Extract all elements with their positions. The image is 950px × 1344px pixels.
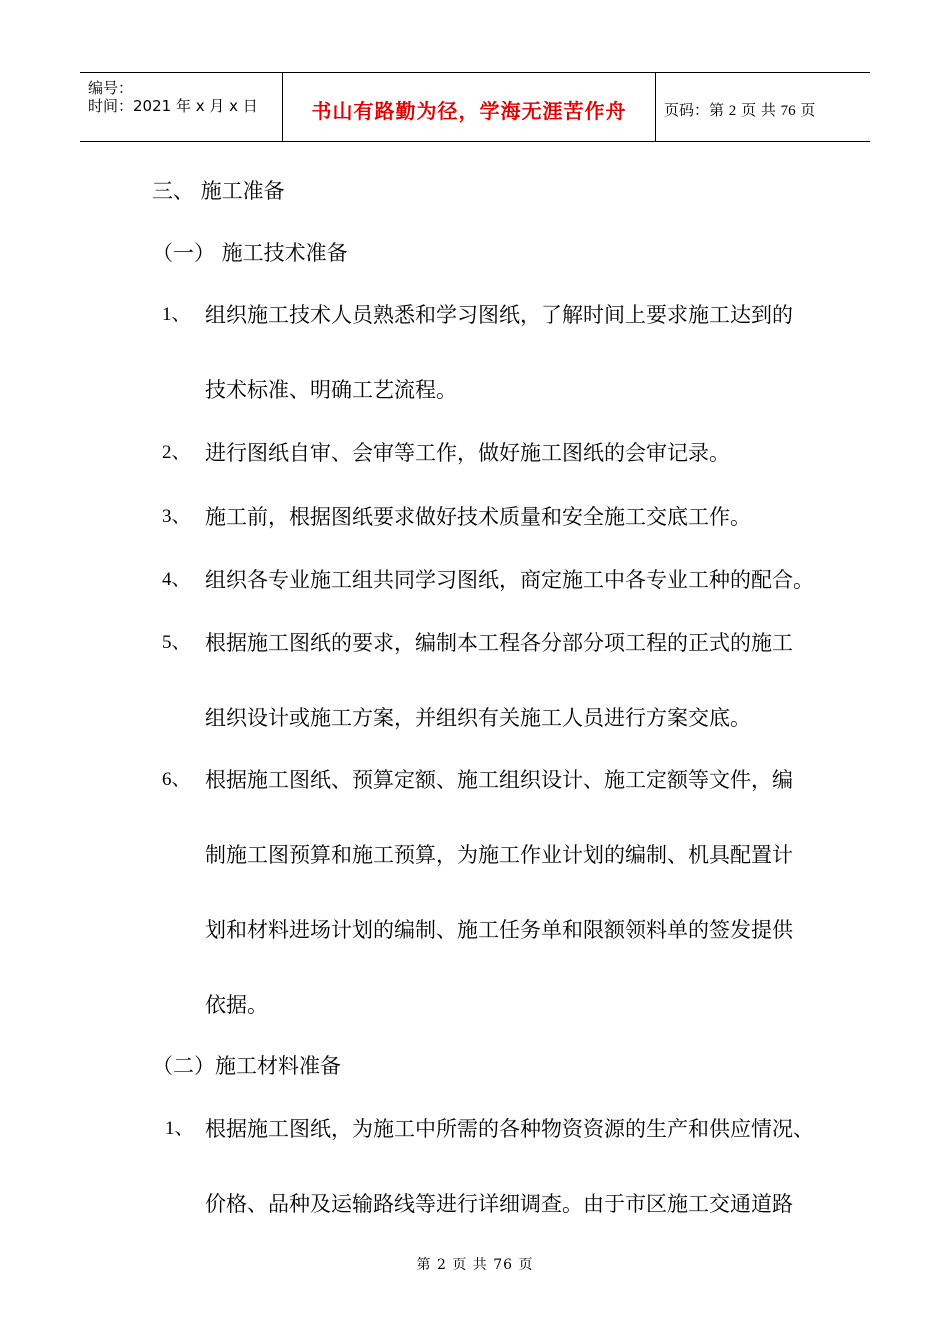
- subsection-heading-1: （一） 施工技术准备: [152, 241, 348, 265]
- item-text: 组织各专业施工组共同学习图纸，商定施工中各专业工种的配合。: [205, 568, 814, 592]
- item-number: 4、: [162, 569, 191, 590]
- subsection-heading-2: （二）施工材料准备: [152, 1054, 341, 1078]
- item-text: 组织设计或施工方案，并组织有关施工人员进行方案交底。: [205, 706, 751, 730]
- item-text: 根据施工图纸，为施工中所需的各种物资资源的生产和供应情况、: [205, 1117, 814, 1141]
- header-page-info: 页码：第 2 页 共 76 页: [664, 101, 816, 119]
- item-text: 施工前，根据图纸要求做好技术质量和安全施工交底工作。: [205, 505, 751, 529]
- item-text: 划和材料进场计划的编制、施工任务单和限额领料单的签发提供: [205, 918, 793, 942]
- header-motto: 书山有路勤为径，学海无涯苦作舟: [311, 99, 627, 123]
- header-motto-cell: [283, 73, 656, 141]
- item-text: 组织施工技术人员熟悉和学习图纸，了解时间上要求施工达到的: [205, 303, 793, 327]
- item-text: 制施工图预算和施工预算，为施工作业计划的编制、机具配置计: [205, 843, 793, 867]
- item-number: 3、: [162, 506, 191, 527]
- header-time-label: 时间：2021 年 x 月 x 日: [88, 97, 258, 115]
- item-text: 价格、品种及运输路线等进行详细调查。由于市区施工交通道路: [205, 1192, 793, 1216]
- item-text: 依据。: [205, 993, 268, 1017]
- item-number: 1、: [165, 1118, 194, 1139]
- item-text: 进行图纸自审、会审等工作，做好施工图纸的会审记录。: [205, 441, 730, 465]
- header-number-label: 编号：: [88, 79, 134, 97]
- header-page-cell: [656, 73, 870, 141]
- item-text: 根据施工图纸、预算定额、施工组织设计、施工定额等文件，编: [205, 768, 793, 792]
- item-text: 技术标准、明确工艺流程。: [205, 378, 457, 402]
- item-number: 2、: [162, 442, 191, 463]
- document-header: [80, 72, 870, 142]
- item-number: 5、: [162, 632, 191, 653]
- item-text: 根据施工图纸的要求，编制本工程各分部分项工程的正式的施工: [205, 631, 793, 655]
- header-info-cell: [80, 73, 283, 141]
- page-footer: 第 2 页 共 76 页: [416, 1257, 534, 1273]
- item-number: 1、: [162, 304, 191, 325]
- item-number: 6、: [162, 769, 191, 790]
- section-heading: 三、 施工准备: [152, 179, 285, 203]
